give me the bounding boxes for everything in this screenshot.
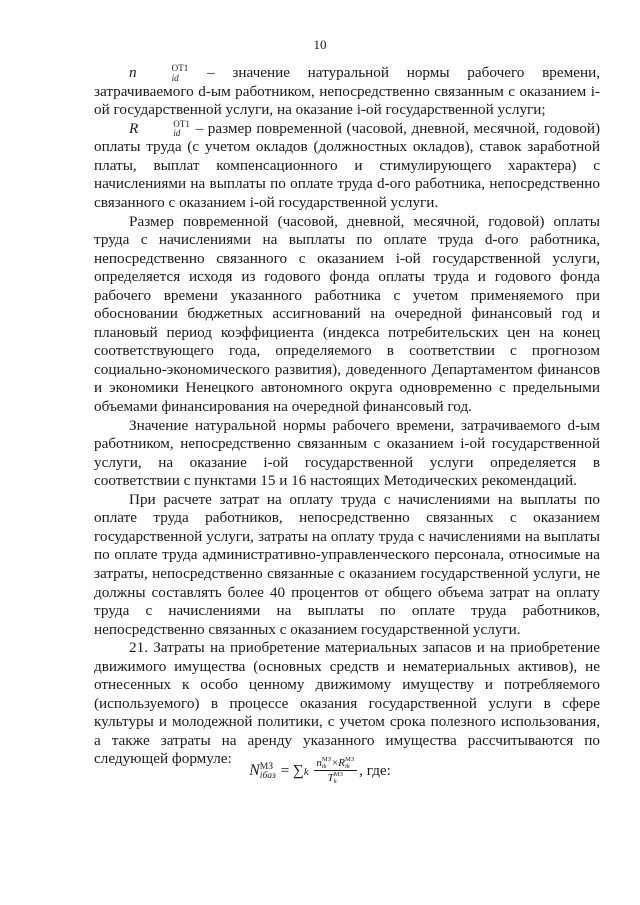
formula-denominator: T МЗ k (327, 771, 343, 785)
symbol-n-ot1: n ОТ1 id (129, 63, 189, 83)
formula-fraction (314, 757, 357, 786)
paragraph-21-materials: 21. Затраты на приобретение материальных запасов и на приобретение движимого имущества (основных средств и нематериальных активов), не отнесенных к особо ценному движимому имуществу и потребляемого (используемого) в процессе оказания государственной услуги в сфере культуры и молодежной политики, с учетом срока полезного использования, а также затраты на аренду указанного имущества рассчитываются по следующей формуле: (94, 639, 600, 768)
formula-sum-index: k (303, 766, 309, 778)
definition-n-ot1 (94, 64, 600, 120)
paragraph-norm-value: Значение натуральной нормы рабочего времени, затрачиваемого d-ым работником, непосредственно связанным с оказанием i-ой государственной услуги, на оказание i-ой государственной услуги определяется в соответствии с пунктами 15 и 16 настоящих Методических рекомендаций. (94, 416, 600, 490)
formula-equals: = (280, 761, 290, 779)
formula-sum: ∑ (292, 761, 304, 779)
document-body (94, 64, 600, 769)
definition-text: – размер повременной (часовой, дневной, месячной, годовой) оплаты труда (с учетом окладов (должностных окладов), ставок заработной платы, выплат компенсационного и стимулирующего характера) с начислениями на выплаты по оплате труда d-ого работника, непосредственно связанного с оказанием i-ой государственной услуги. (94, 119, 600, 212)
definition-r-ot1 (94, 120, 600, 213)
paragraph-admin-costs: При расчете затрат на оплату труда с начислениями на выплаты по оплате труда работников, непосредственно связанных с оказанием государственной услуги, затраты на оплату труда с начислениями на выплаты по оплате труда административно-управленческого персонала, относимые на затраты, непосредственно связанные с оказанием государственной услуги, не должны составлять более 40 процентов от общего объема затрат на оплату труда с начислениями на выплаты по оплате труда работников, непосредственно связанных с оказанием государственной услуги. (94, 490, 600, 638)
definition-text: – значение натуральной нормы рабочего времени, затрачиваемого d-ым работником, непосредственно связанным с оказанием i-ой государственной услуги, на оказание i-ой государственной услуги; (94, 64, 601, 119)
paragraph-pay-size: Размер повременной (часовой, дневной, месячной, годовой) оплаты труда с начислениями на выплаты по оплате труда d-ого работника, непосредственно связанного с оказанием i-ой государственной услуги, определяется исходя из годового фонда оплаты труда и годового фонда рабочего времени указанного работника с учетом применяемого при обосновании бюджетных ассигнований на очередной финансовый год и плановый период коэффициента (индекса потребительских цен на конец соответствующего года, определяемого в соответствии с прогнозом социально-экономического развития), доведенного Департаментом финансов и экономики Ненецкого автономного округа одновременно с предельными объемами финансирования на очередной финансовый год. (94, 212, 600, 416)
formula-lhs: N МЗ iбаз (249, 760, 276, 782)
formula-numerator: n МЗ ik ×R МЗ ik (314, 757, 357, 771)
symbol-r-ot1: R ОТ1 id (129, 119, 190, 139)
formula-materials (0, 757, 640, 786)
page-number: 10 (313, 37, 327, 52)
formula-suffix: , где: (359, 761, 391, 779)
